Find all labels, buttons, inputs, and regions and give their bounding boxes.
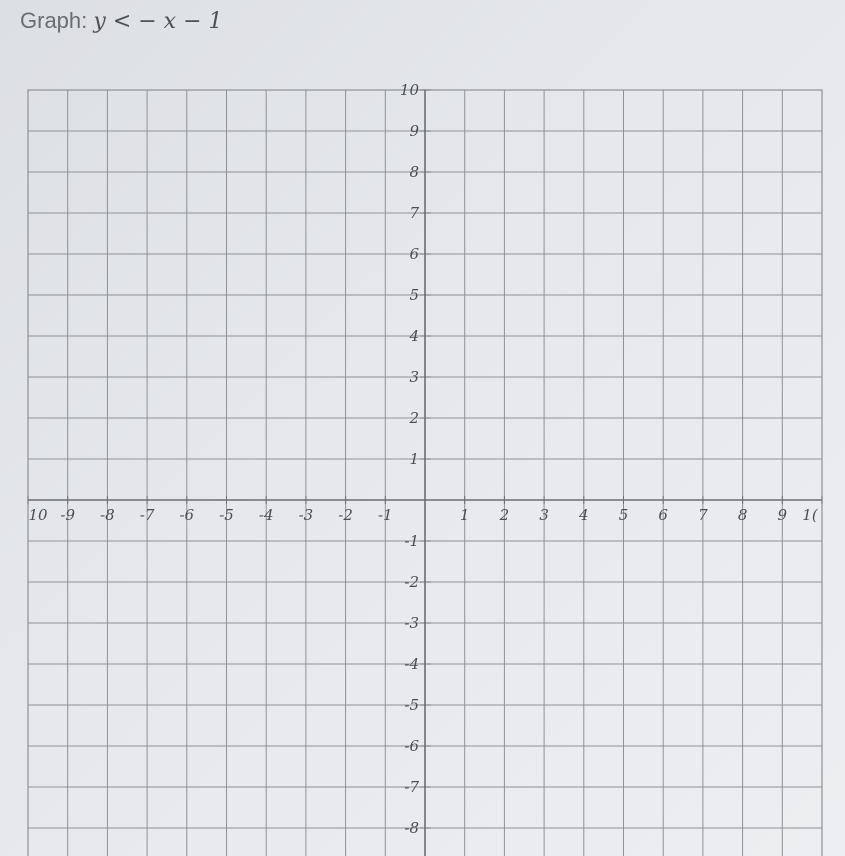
x-tick-label: -3: [298, 506, 314, 524]
x-tick-label: 6: [658, 506, 668, 524]
y-tick-label: 7: [409, 204, 419, 222]
y-tick-label: 2: [409, 409, 419, 427]
y-tick-label: -3: [404, 614, 419, 632]
y-tick-label: -6: [404, 737, 419, 755]
x-tick-label: 5: [618, 506, 629, 524]
y-tick-label: -1: [404, 532, 419, 550]
y-tick-label: 8: [409, 163, 419, 181]
title-expression: y < − x − 1: [93, 9, 223, 34]
y-tick-label: 5: [409, 286, 419, 304]
x-tick-label: 1: [459, 506, 470, 524]
y-tick-label: -2: [404, 573, 419, 591]
x-tick-label: -2: [338, 506, 353, 524]
x-tick-label: 7: [698, 506, 708, 524]
y-tick-label: -8: [404, 819, 419, 837]
x-tick-label: 1(: [802, 506, 818, 524]
y-tick-label: 6: [409, 245, 419, 263]
x-tick-label: -7: [139, 506, 155, 524]
x-tick-label: -6: [179, 506, 195, 524]
title-prefix: Graph:: [20, 8, 88, 33]
x-tick-label: 2: [499, 506, 510, 524]
y-tick-label: -5: [404, 696, 419, 714]
x-tick-label: 10: [28, 506, 48, 524]
y-tick-label: 9: [409, 122, 419, 140]
y-tick-label: -7: [404, 778, 419, 796]
x-tick-label: 9: [777, 506, 788, 524]
x-tick-label: 3: [539, 506, 549, 524]
y-tick-label: -4: [404, 655, 419, 673]
x-tick-label: -1: [377, 506, 393, 524]
x-tick-label: -8: [100, 506, 115, 524]
x-tick-label: 4: [579, 506, 589, 524]
x-tick-label: 8: [737, 506, 748, 524]
y-tick-label: 10: [399, 81, 419, 99]
x-tick-label: -4: [258, 506, 274, 524]
x-tick-label: -9: [60, 506, 76, 524]
y-tick-label: 4: [409, 327, 419, 345]
y-tick-label: 3: [409, 368, 419, 386]
y-tick-label: 1: [409, 450, 419, 468]
x-tick-label: -5: [219, 506, 234, 524]
